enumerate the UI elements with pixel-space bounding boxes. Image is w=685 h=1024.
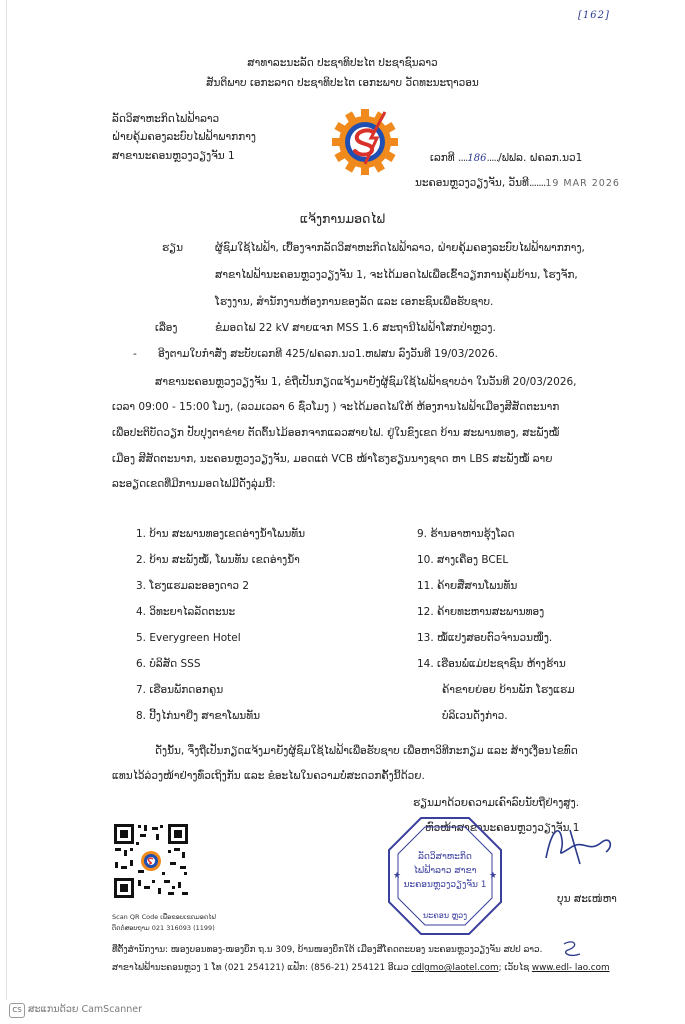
reference-dots: ....: [458, 152, 468, 164]
location-item: 6. ບໍລິສັດ SSS: [136, 658, 201, 670]
body-line3: ເພື່ອປະຕິບັດວຽກ ປັບປຸງຕາຂ່າຍ ຕັດຕົ້ນໄມ້ອອກຈາກແລວສາຍໄຟ. ຢູ່ໃນຂົງເຂດ ບ້ານ ສະພານທອງ, ສະພັງໝໍ້: [112, 427, 560, 439]
recipient-line2: ສາຂາໄຟຟ້ານະຄອນຫຼວງວຽງຈັນ 1, ຈະໄດ້ມອດໄຟເພື່ອເຂົ້າວຽກການຄຸ້ມບ້ານ, ໂຮງຈັກ,: [215, 269, 578, 281]
recipient-line3: ໂຮງງານ, ສຳນັກງານຫ້ອງການຂອງລັດ ແລະ ເອກະຊົນເພື່ອຮັບຊາບ.: [215, 296, 494, 308]
closing-line2: ແທນໄວ້ລ່ວງໜ້າຢ່າງທົ່ວເຖິງກັນ ແລະ ຂໍອະໄພໃນຄວາມບໍ່ສະດວກຄັ້ງນີ້ດ້ວຍ.: [112, 770, 425, 782]
qr-caption-line2: ຕິດຕໍ່ສອບຖາມ 021 316093 (1199): [112, 924, 215, 932]
reference-handwritten-number: 186: [467, 153, 487, 164]
footer-contact-text: ສາຂາໄຟຟ້ານະຄອນຫຼວງ 1 ໂທ (021 254121) ແຟັກ: (856-21) 254121 ອີເມວ: [112, 963, 412, 973]
subject-text: ຂໍມອດໄຟ 22 kV ສາຍແຈກ MSS 1.6 ສະຖານີໄຟຟ້າໂສກປ່າຫຼວງ.: [215, 322, 496, 334]
signer-title: ຫົວໜ້າສາຂານະຄອນຫຼວງວຽງຈັນ 1: [425, 822, 580, 834]
location-item-continuation: ບໍລິເວນດັ່ງກ່າວ.: [442, 710, 508, 722]
document-title: ແຈ້ງການມອດໄຟ: [299, 211, 386, 226]
body-line1: ສາຂານະຄອນຫຼວງວຽງຈັນ 1, ຂໍຖືເປັນກຽດແຈ້ງມາຍັງຜູ້ຊົມໃຊ້ໄຟຟ້າຊາບວ່າ ໃນວັນທີ 20/03/2026,: [155, 376, 577, 388]
stamp-star-icon: ★: [393, 871, 402, 881]
handwritten-document-number: [162]: [578, 10, 610, 21]
date-dots: .......: [528, 177, 546, 189]
initial-scribble: [560, 938, 584, 960]
qr-code[interactable]: [112, 822, 190, 900]
qr-caption-line1: Scan QR Code ເພື່ອຂອບເຂດມອດໄຟ: [112, 913, 216, 921]
official-stamp: [385, 814, 505, 938]
reference-prefix: ເລກທີ: [430, 152, 455, 164]
body-line4: ເມືອງ ສີສັດຕະນາກ, ນະຄອນຫຼວງວຽງຈັນ, ມອດແຕ່ VCB ໜ້າໂຮງຮຽນນາງຊາດ ຫາ LBS ສະພັງໝໍ້ ລາຍ: [112, 453, 553, 465]
stamp-star-icon: ★: [489, 871, 498, 881]
location-item: 1. ບ້ານ ສະພານທອງເຂດອ່າງນ້ຳໂພນທັນ: [136, 528, 306, 540]
subject-label: ເລື່ອງ: [155, 322, 178, 334]
closing-line1: ດັ່ງນັ້ນ, ຈຶ່ງຖືເປັນກຽດແຈ້ງມາຍັງຜູ້ຊົມໃຊ້ໄຟຟ້າເພື່ອຮັບຊາບ ເພື່ອຫາວິທີກະກຽມ ແລະ ສ້າງເງື່ອນໄຂທົດ: [155, 745, 578, 757]
org-name-line3: ສາຂານະຄອນຫຼວງວຽງຈັນ 1: [112, 150, 235, 162]
website-link[interactable]: www.edl- lao.com: [531, 963, 610, 973]
email-link[interactable]: cdlgmo@laotel.com: [411, 963, 499, 973]
location-item: 4. ວິທະຍາໄລລັດຕະນະ: [136, 606, 236, 618]
signer-name: ບຸນ ສະເໜ່ຫາ: [557, 893, 617, 905]
footer-address: ທີ່ຕັ້ງສຳນັກງານ: ໜອງບອນທອງ-ໜອງບຶກ ຖ.ນ 309, ບ້ານໜອງບຶກໃຕ້ ເມືອງສີໂຄດຕະບອງ ນະຄອນຫຼວງວຽງຈັນ ສປປ ລາວ.: [112, 945, 543, 955]
location-item-continuation: ຄ້າຂາຍຍ່ອຍ ບ້ານພັກ ໂຮງແຮມ: [442, 684, 575, 696]
reference-bullet: -: [133, 348, 137, 360]
national-header-line1: ສາທາລະນະລັດ ປະຊາທິປະໄຕ ປະຊາຊົນລາວ: [247, 57, 438, 69]
stamp-text-line3: ນະຄອນຫຼວງວຽງຈັນ 1: [403, 880, 487, 890]
location-item: 3. ໂຮງແຮມລະອອງດາວ 2: [136, 580, 250, 592]
regards-line: ຮຽນມາດ້ວຍຄວາມເຄົາລົບນັບຖືຢ່າງສູງ.: [413, 797, 580, 809]
location-item: 11. ຄ້າຍສື່ສານໂພນທັນ: [417, 580, 518, 592]
document-date: [415, 177, 620, 189]
location-item: 8. ປີ້ງໄກ່ນາຍີ່ງ ສາຂາໂພນທັນ: [136, 710, 261, 722]
location-item: 5. Everygreen Hotel: [136, 632, 241, 644]
footer-contact: [112, 963, 610, 973]
reference-order-text: ອີງຕາມໃບກຳສັ່ງ ສະບັບເລກທີ 425/ຝຄລກ.ນວ1.ຫຟສນ ລົງວັນທີ 19/03/2026.: [158, 348, 499, 360]
location-item: 7. ເຮືອນພັກດອກຄູນ: [136, 684, 224, 696]
signature-mark: [540, 818, 620, 868]
national-motto-line: ສັນຕິພາບ ເອກະລາດ ປະຊາທິປະໄຕ ເອກະພາບ ວັດທະນະຖາວອນ: [206, 77, 479, 89]
recipient-line1: ຜູ້ຊົມໃຊ້ໄຟຟ້າ, ເບື້ອງຈາກລັດວິສາຫະກິດໄຟຟ້າລາວ, ຝ່າຍຄຸ້ມຄອງລະບົບໄຟຟ້າພາກກາງ,: [215, 242, 585, 254]
camscanner-logo-icon: CS: [9, 1003, 25, 1018]
recipient-label: ຮຽນ: [162, 242, 184, 254]
org-name-line2: ຝ່າຍຄຸ້ມຄອງລະບົບໄຟຟ້າພາກກາງ: [112, 131, 256, 143]
date-prefix: ນະຄອນຫຼວງວຽງຈັນ, ວັນທີ: [415, 177, 529, 189]
stamp-text-line2: ໄຟຟ້າລາວ ສາຂາ: [413, 866, 477, 876]
page-edge: [6, 0, 7, 1000]
reference-dots-2: .....: [486, 152, 499, 164]
body-line5: ລະອຽດເຂດທີ່ມີການມອດໄຟມີດັ່ງລຸ່ມນີ້:: [112, 478, 276, 490]
location-item: 10. ສາງເຄື່ອງ BCEL: [417, 554, 509, 566]
location-item: 13. ໝໍ້ແປງສອບຕົວຈຳນວນໜຶ່ງ.: [417, 632, 553, 644]
stamp-text-line1: ລັດວິສາຫະກິດ: [418, 852, 472, 862]
date-stamp-value: 19 MAR 2026: [545, 178, 620, 189]
reference-suffix: /ຟຟລ. ຝຄລກ.ນວ1: [498, 152, 583, 164]
location-item: 9. ຮ້ານອາຫານຮຸ້ງໂລດ: [417, 528, 515, 540]
edl-logo-icon: [330, 106, 400, 178]
footer-separator: ; ເວັບໄຊ: [498, 963, 532, 973]
location-item: 2. ບ້ານ ສະພັງໝໍ້, ໂພນທັນ ເຂດອ່າງນ້ຳ: [136, 554, 300, 566]
body-line2: ເວລາ 09:00 - 15:00 ໂມງ, (ລວມເວລາ 6 ຊົ່ວໂມງ ) ຈະໄດ້ມອດໄຟໃຫ້ ຫ້ອງການໄຟຟ້າເມືອງສີສັດຕະນາກ: [112, 401, 560, 413]
location-item: 14. ເຮືອນພໍ່ແມ່ປະຊາຊົນ ຫ້າງຮ້ານ: [417, 658, 566, 670]
stamp-ring-text: ນະຄອນ ຫຼວງ: [422, 911, 468, 920]
location-item: 12. ຄ້າຍທະຫານສະພານທອງ: [417, 606, 545, 618]
camscanner-watermark-text: ສະແກນດ້ວຍ CamScanner: [28, 1004, 143, 1015]
org-name-line1: ລັດວິສາຫະກິດໄຟຟ້າລາວ: [112, 113, 220, 125]
reference-number: [430, 152, 582, 164]
